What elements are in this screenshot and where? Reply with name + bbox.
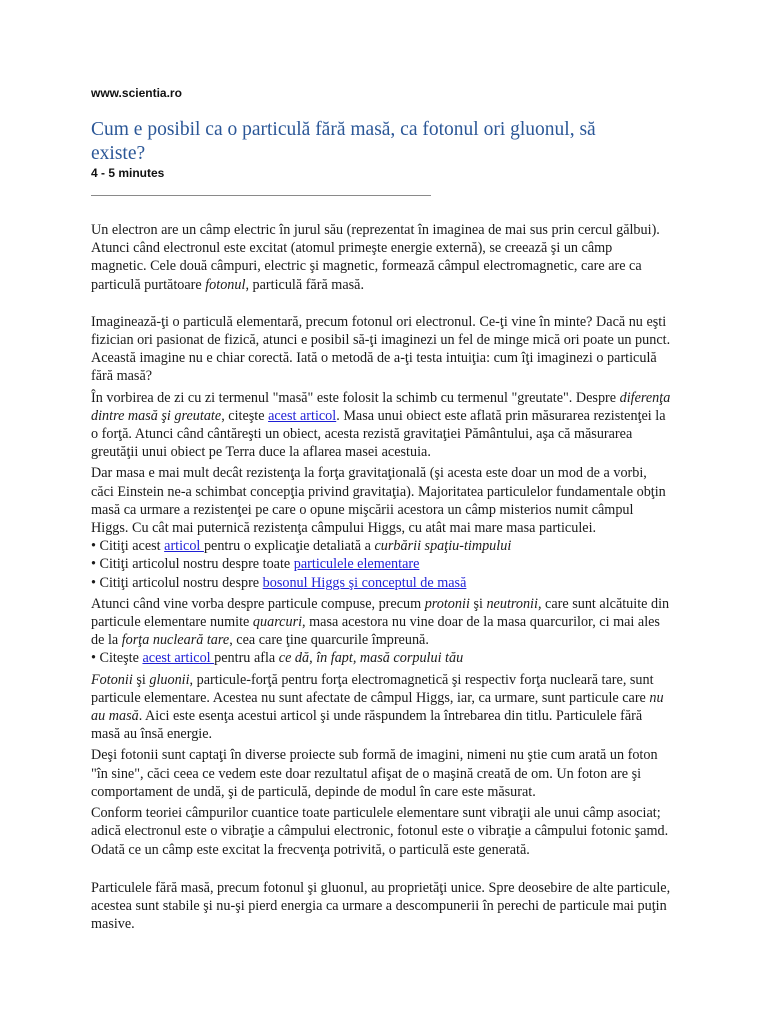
- paragraph: Dar masa e mai mult decât rezistenţa la forţa gravitaţională (şi acesta este doar un mod de a vorbi, căci Einstein ne-a schimbat concepţia privind gravitaţia). Majoritatea particulelor fundamentale obţin masă ca urmare a rezistenţei pe care o opune mişcării acestora un câmp misterios numit câmpul Higgs. Cu cât mai puternică rezistenţa câmpului Higgs, cu atât mai mare masa particulei.: [91, 465, 666, 537]
- article-link[interactable]: acest articol: [268, 407, 337, 424]
- list-item: • Citiţi acest articol pentru o explicaţie detaliată a curbării spaţiu-timpului: [91, 537, 671, 555]
- paragraph: Imaginează-ţi o particulă elementară, precum fotonul ori electronul. Ce-ţi vine în minte? Dacă nu eşti fizician ori pasionat de fizică, atunci e posibil să-ţi imaginezi un fel de minge mică ori poate un punct. Această imagine nu e chiar corectă. Iată o metodă de a-ţi testa intuiţia: cum îţi imaginezi o particulă fără masă?: [91, 313, 671, 385]
- paragraph: Atunci când vine vorba despre particule compuse, precum protonii şi neutronii, care sunt alcătuite din particule elementare numite quarcuri, masa acestora nu vine doar de la masa quarcurilor, ci mai ales de la forţa nucleară tare, cea care ţine quarcurile împreună.: [91, 595, 670, 649]
- paragraph: În vorbirea de zi cu zi termenul "masă" este folosit la schimb cu termenul "greutate". Despre diferenţa dintre masă şi greutate, citeşte acest articol. Masa unui obiect este aflată prin măsurarea rezistenţei la o forţă. Atunci când cântăreşti un obiect, acesta rezistă gravitaţiei Pământului, aşa că măsurarea greutăţii unui obiect pe Terra duce la aflarea masei acestuia.: [91, 389, 671, 461]
- paragraph: Particulele fără masă, precum fotonul şi gluonul, au proprietăţi unice. Spre deosebire de alte particule, acestea sunt stabile şi nu-şi pierd energia ca urmare a descompunerii în perechi de particule mai puţin masive.: [91, 879, 671, 933]
- paragraph: Fotonii şi gluonii, particule-forţă pentru forţa electromagnetică şi respectiv forţa nucleară tare, sunt particule elementare. Acestea nu sunt afectate de câmpul Higgs, iar, ca urmare, sunt particule care nu au masă. Aici este esenţa acestui articol şi unde răspundem la întrebarea din titlu. Particulele fără masă au însă energie.: [91, 671, 664, 743]
- article-body: [91, 221, 671, 933]
- list-item: • Citiţi articolul nostru despre bosonul Higgs şi conceptul de masă: [91, 574, 671, 592]
- paragraph: Un electron are un câmp electric în jurul său (reprezentat în imaginea de mai sus prin cercul gălbui). Atunci când electronul este excitat (atomul primeşte energie externă), se creează şi un câmp magnetic. Cele două câmpuri, electric şi magnetic, formează câmpul electromagnetic, care are ca particulă purtătoare fotonul, particulă fără masă.: [91, 222, 660, 293]
- list-item: • Citeşte acest articol pentru afla ce dă, în fapt, masă corpului tău: [91, 649, 671, 667]
- reading-time: 4 - 5 minutes: [91, 166, 165, 180]
- separator-line: [91, 195, 431, 196]
- article-title: Cum e posibil ca o particulă fără masă, ca fotonul ori gluonul, să existe?: [91, 119, 596, 164]
- source-url: www.scientia.ro: [91, 86, 182, 100]
- article-link[interactable]: bosonul Higgs şi conceptul de masă: [262, 574, 467, 591]
- paragraph: Deşi fotonii sunt captaţi în diverse proiecte sub formă de imagini, nimeni nu ştie cum arată un foton "în sine", căci ceea ce vedem este doar rezultatul afişat de o maşină creată de om. Un foton are şi comportament de undă, şi de particulă, depinde de modul în care este măsurat.: [91, 747, 658, 800]
- list-item: • Citiţi articolul nostru despre toate particulele elementare: [91, 555, 671, 573]
- article-link[interactable]: particulele elementare: [293, 556, 420, 573]
- article-link[interactable]: acest articol: [142, 650, 215, 667]
- article-link[interactable]: articol: [164, 538, 204, 555]
- paragraph: Conform teoriei câmpurilor cuantice toate particulele elementare sunt vibraţii ale unui câmp asociat; adică electronul este o vibraţie a câmpului electronic, fotonul este o vibraţie a câmpului fotonic şamd. Odată ce un câmp este excitat la frecvenţa potrivită, o particulă este generată.: [91, 805, 669, 858]
